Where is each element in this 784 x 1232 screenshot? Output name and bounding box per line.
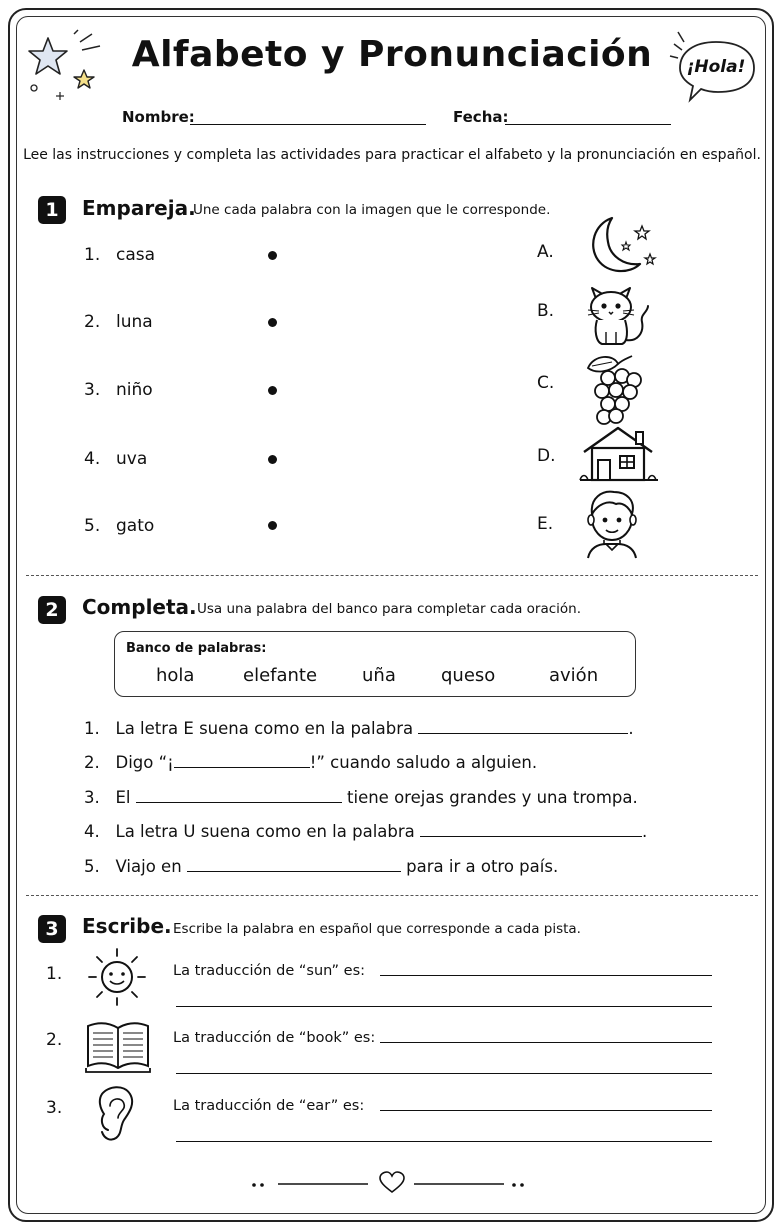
match-word-5: gato xyxy=(116,516,155,536)
match-dot-2[interactable] xyxy=(268,318,277,327)
match-word-3-number: 3. xyxy=(84,380,101,400)
section-divider-2 xyxy=(26,895,758,896)
name-label: Nombre: xyxy=(122,108,195,126)
section-3-title: Escribe. xyxy=(82,914,172,938)
clue-2-answer-line-2[interactable] xyxy=(176,1073,712,1074)
section-3-badge: 3 xyxy=(38,915,66,943)
match-word-3: niño xyxy=(116,380,153,400)
clue-3-answer-line-1[interactable] xyxy=(380,1110,712,1111)
sentence-4-number: 4. xyxy=(84,822,100,841)
clue-2-text: La traducción de “book” es: xyxy=(173,1030,376,1046)
match-word-2-number: 2. xyxy=(84,312,101,332)
clue-2-number: 2. xyxy=(46,1030,63,1050)
bank-word-4: queso xyxy=(441,665,496,686)
picture-letter-b: B. xyxy=(537,301,555,321)
section-3-subtitle: Escribe la palabra en español que corresponde a cada pista. xyxy=(173,921,581,937)
picture-letter-c: C. xyxy=(537,373,555,393)
sentence-3-text: El xyxy=(115,788,131,807)
instructions: Lee las instrucciones y completa las actividades para practicar el alfabeto y la pronunciación en español. xyxy=(23,147,761,163)
bank-word-2: elefante xyxy=(243,665,318,686)
moon-icon xyxy=(586,214,658,276)
clue-3-number: 3. xyxy=(46,1098,63,1118)
clue-1-number: 1. xyxy=(46,964,63,984)
section-1-subtitle: Une cada palabra con la imagen que le corresponde. xyxy=(193,202,551,218)
picture-letter-d: D. xyxy=(537,446,556,466)
house-icon xyxy=(580,424,658,484)
match-word-1-number: 1. xyxy=(84,245,101,265)
sun-icon xyxy=(86,946,148,1008)
match-word-4: uva xyxy=(116,449,148,469)
clue-1-answer-line-1[interactable] xyxy=(380,975,712,976)
sentence-5-text: Viajo en xyxy=(115,857,182,876)
match-dot-4[interactable] xyxy=(268,455,277,464)
sentence-4-text: La letra U suena como en la palabra xyxy=(115,822,415,841)
match-word-1: casa xyxy=(116,245,156,265)
bank-word-3: uña xyxy=(362,665,396,686)
sentence-4 xyxy=(84,822,647,841)
section-2-badge: 2 xyxy=(38,596,66,624)
sentence-5-number: 5. xyxy=(84,857,100,876)
book-icon xyxy=(84,1020,152,1074)
sentence-2-blank[interactable] xyxy=(174,753,310,768)
footer-heart-ornament-icon xyxy=(248,1168,536,1198)
speech-bubble-text: ¡Hola! xyxy=(686,57,746,77)
sentence-1-text: La letra E suena como en la palabra xyxy=(115,719,414,738)
clue-3-text: La traducción de “ear” es: xyxy=(173,1098,365,1114)
date-label: Fecha: xyxy=(453,108,509,126)
clue-3-answer-line-2[interactable] xyxy=(176,1141,712,1142)
bank-word-5: avión xyxy=(549,665,599,686)
section-1-title: Empareja. xyxy=(82,196,196,220)
bank-word-1: hola xyxy=(156,665,195,686)
match-word-4-number: 4. xyxy=(84,449,101,469)
sentence-1-end: . xyxy=(628,719,634,738)
match-word-5-number: 5. xyxy=(84,516,101,536)
section-2-subtitle: Usa una palabra del banco para completar cada oración. xyxy=(197,601,582,617)
sentence-1-number: 1. xyxy=(84,719,100,738)
word-bank-title: Banco de palabras: xyxy=(126,641,267,656)
sentence-5-end: para ir a otro país. xyxy=(406,857,559,876)
sentence-2-number: 2. xyxy=(84,753,100,772)
picture-letter-e: E. xyxy=(537,514,554,534)
sentence-2-text: Digo “¡ xyxy=(115,753,174,772)
clue-1-answer-line-2[interactable] xyxy=(176,1006,712,1007)
sentence-1 xyxy=(84,719,634,738)
sentence-5 xyxy=(84,857,558,876)
name-field[interactable] xyxy=(190,124,426,125)
sentence-3-number: 3. xyxy=(84,788,100,807)
sentence-4-blank[interactable] xyxy=(420,822,642,837)
cat-icon xyxy=(582,282,654,348)
section-1-badge: 1 xyxy=(38,196,66,224)
clue-1-text: La traducción de “sun” es: xyxy=(173,963,366,979)
page-title: Alfabeto y Pronunciación xyxy=(131,34,653,75)
match-word-2: luna xyxy=(116,312,153,332)
sentence-2-end: !” cuando saludo a alguien. xyxy=(309,753,538,772)
section-2-title: Completa. xyxy=(82,595,197,619)
sentence-4-end: . xyxy=(642,822,648,841)
clue-2-answer-line-1[interactable] xyxy=(380,1042,712,1043)
sentence-3-blank[interactable] xyxy=(136,788,342,803)
boy-icon xyxy=(582,488,644,560)
sentence-5-blank[interactable] xyxy=(187,857,401,872)
date-field[interactable] xyxy=(505,124,671,125)
sentence-3 xyxy=(84,788,638,807)
grapes-icon xyxy=(584,352,648,428)
section-divider-1 xyxy=(26,575,758,576)
ear-icon xyxy=(96,1084,138,1142)
sentence-3-end: tiene orejas grandes y una trompa. xyxy=(347,788,638,807)
match-dot-3[interactable] xyxy=(268,386,277,395)
match-dot-5[interactable] xyxy=(268,521,277,530)
match-dot-1[interactable] xyxy=(268,251,277,260)
sentence-1-blank[interactable] xyxy=(418,719,628,734)
sentence-2 xyxy=(84,753,537,772)
picture-letter-a: A. xyxy=(537,242,554,262)
